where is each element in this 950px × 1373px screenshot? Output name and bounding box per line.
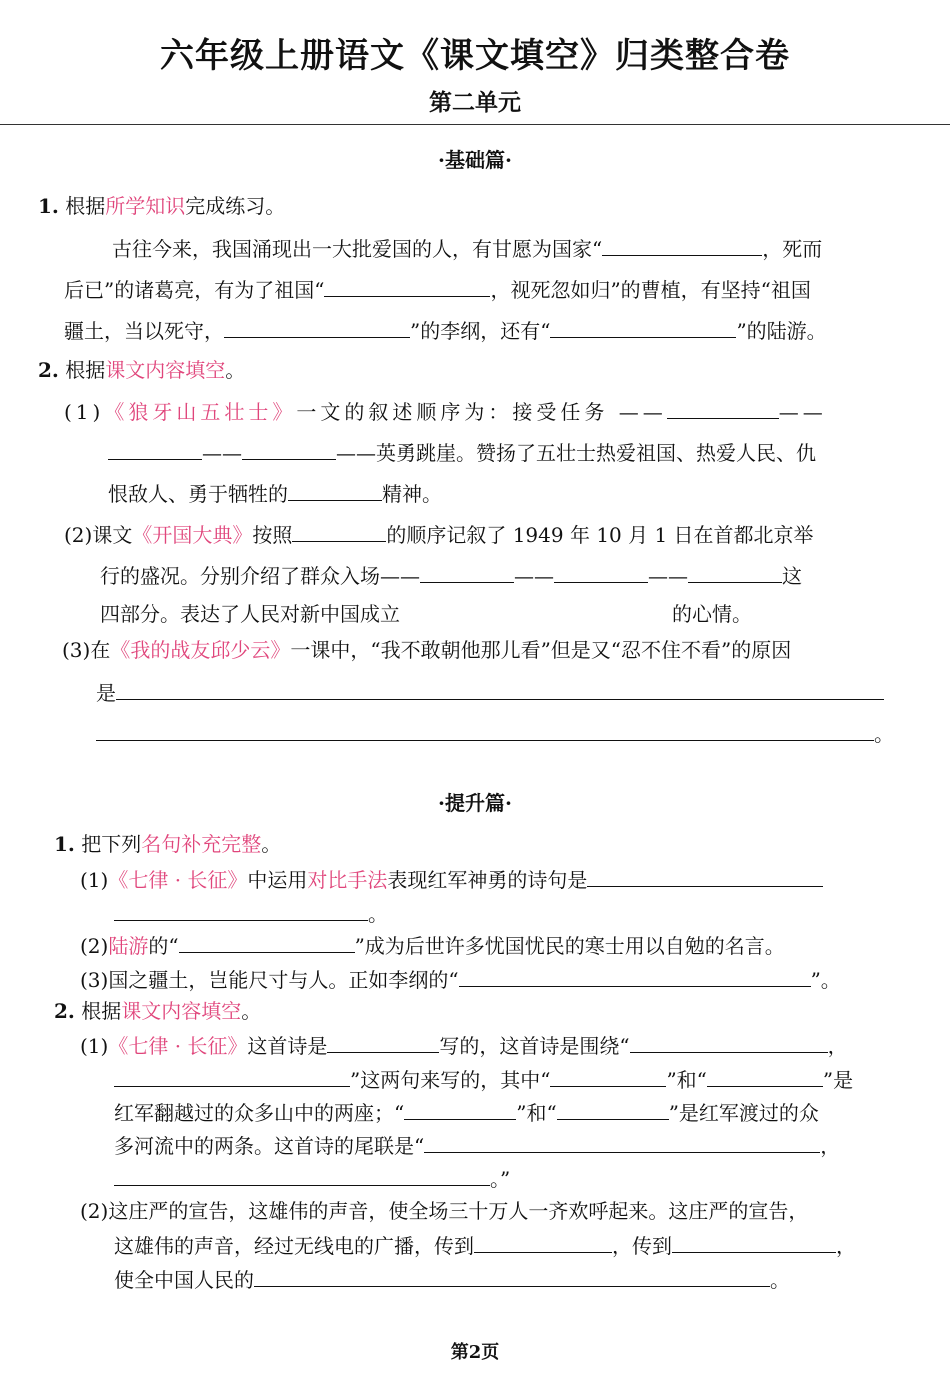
basic-q2-p1-line3	[108, 478, 442, 506]
text: ——	[648, 564, 688, 588]
prompt-text: 根据	[65, 358, 106, 382]
text: 一课中，“我不敢朝他那儿看”但是又“忍不住不看”的原因	[290, 638, 792, 662]
fill-blank[interactable]	[602, 233, 762, 256]
adv-q1-prompt	[54, 830, 281, 858]
text: 按照	[252, 523, 293, 547]
prompt-text: 完成练习。	[185, 194, 286, 218]
fill-blank[interactable]	[420, 560, 514, 583]
highlight-text: 所学知识	[105, 194, 186, 218]
highlight-text: 《七律 · 长征》	[108, 868, 248, 892]
fill-blank[interactable]	[688, 560, 782, 583]
sub-number: (3)	[80, 968, 109, 992]
text: 一文的叙述顺序为：接受任务 ——	[296, 400, 667, 424]
question-number: 1.	[38, 194, 59, 218]
highlight-text: 名句补充完整	[141, 832, 262, 856]
fill-blank[interactable]	[587, 864, 823, 887]
fill-blank[interactable]	[254, 1264, 770, 1287]
section-heading-advanced: ·提升篇·	[438, 791, 512, 815]
adv-q2-p1-line1	[80, 1030, 848, 1058]
fill-blank[interactable]	[327, 1030, 439, 1053]
fill-blank[interactable]	[557, 1097, 669, 1120]
adv-q1-p1-line1	[80, 864, 823, 892]
basic-q2-p3-line3	[96, 718, 894, 746]
text: ——	[778, 400, 827, 424]
fill-blank[interactable]	[474, 1230, 612, 1253]
text: 。	[874, 722, 894, 746]
adv-q2-p2-line3	[114, 1264, 790, 1292]
fill-blank[interactable]	[404, 1097, 516, 1120]
fill-blank[interactable]	[554, 560, 648, 583]
text: 四部分。表达了人民对新中国成立	[100, 602, 400, 626]
sub-number: (2)	[80, 934, 109, 958]
fill-blank[interactable]	[116, 677, 884, 700]
text: 古往今来，我国涌现出一大批爱国的人，有甘愿为国家“	[112, 237, 603, 261]
text: ”和“	[516, 1101, 557, 1125]
question-number: 2.	[38, 358, 59, 382]
text: ”是	[822, 1068, 854, 1092]
highlight-text: 课文内容填空	[105, 358, 226, 382]
text: 。	[368, 902, 388, 926]
sub-number: (1)	[64, 400, 105, 424]
adv-q2-p1-line2	[114, 1064, 853, 1092]
adv-q2-p1-line4	[114, 1130, 840, 1158]
text: ”的李纲，还有“	[410, 319, 551, 343]
fill-blank[interactable]	[242, 437, 336, 460]
text: 在	[90, 638, 111, 662]
prompt-text: 根据	[81, 999, 122, 1023]
text: ”这两句来写的，其中“	[350, 1068, 551, 1092]
fill-blank[interactable]	[288, 478, 382, 501]
prompt-text: 。	[225, 358, 246, 382]
text: 这雄伟的声音，经过无线电的广播，传到	[114, 1234, 474, 1258]
sub-number: (2)	[64, 523, 93, 547]
text: ，	[820, 1134, 841, 1158]
adv-q2-p1-line3	[114, 1097, 819, 1125]
basic-q1-prompt	[38, 192, 285, 220]
fill-blank[interactable]	[630, 1030, 828, 1053]
basic-q2-p3-line2	[96, 677, 884, 705]
fill-blank[interactable]	[179, 930, 355, 953]
text: ”是红军渡过的众	[668, 1101, 819, 1125]
text: 疆土，当以死守，	[64, 319, 224, 343]
fill-blank[interactable]	[108, 437, 202, 460]
fill-blank[interactable]	[707, 1064, 823, 1087]
page-number: 第2页	[450, 1342, 500, 1363]
fill-blank[interactable]	[292, 519, 386, 542]
text: ”的陆游。	[736, 319, 827, 343]
text: 这庄严的宣告，这雄伟的声音，使全场三十万人一齐欢呼起来。这庄严的宣告，	[108, 1199, 809, 1223]
text: 中运用	[247, 868, 308, 892]
text: 使全中国人民的	[114, 1268, 254, 1292]
prompt-text: 把下列	[81, 832, 142, 856]
fill-blank[interactable]	[550, 1064, 666, 1087]
fill-blank[interactable]	[114, 1163, 490, 1186]
text: 写的，这首诗是围绕“	[439, 1034, 630, 1058]
sub-number: (1)	[80, 868, 109, 892]
text: 多河流中的两条。这首诗的尾联是“	[114, 1134, 425, 1158]
adv-q2-p1-line5	[114, 1163, 510, 1191]
text: ”成为后世许多忧国忧民的寒士用以自勉的名言。	[354, 934, 785, 958]
fill-blank[interactable]	[224, 315, 410, 338]
prompt-text: 。	[261, 832, 282, 856]
text: 课文	[92, 523, 133, 547]
text: 是	[96, 681, 116, 705]
text: ，死而	[762, 237, 823, 261]
highlight-text: 《狼牙山五壮士》	[104, 400, 297, 424]
basic-q2-p3-line1	[62, 636, 791, 664]
highlight-text: 陆游	[108, 934, 149, 958]
fill-blank[interactable]	[424, 1130, 820, 1153]
fill-blank[interactable]	[114, 898, 368, 921]
text: ，视死忽如归”的曹植，有坚持“祖国	[490, 278, 811, 302]
fill-blank[interactable]	[672, 1230, 836, 1253]
text: ——英勇跳崖。赞扬了五壮士热爱祖国、热爱人民、仇	[336, 441, 816, 465]
page-title: 六年级上册语文《课文填空》归类整合卷	[160, 36, 790, 76]
basic-q1-line3	[64, 315, 827, 343]
fill-blank[interactable]	[459, 964, 811, 987]
adv-q1-p3	[80, 964, 841, 992]
fill-blank[interactable]	[550, 315, 736, 338]
adv-q2-p2-line1	[80, 1197, 808, 1225]
adv-q1-p2	[80, 930, 785, 958]
text: ——	[202, 441, 242, 465]
highlight-text: 对比手法	[307, 868, 388, 892]
text: ，	[827, 1034, 848, 1058]
text: ”。	[810, 968, 841, 992]
question-number: 1.	[54, 832, 75, 856]
question-number: 2.	[54, 999, 75, 1023]
highlight-text: 《我的战友邱少云》	[110, 638, 291, 662]
text: 。”	[490, 1167, 511, 1191]
text: 行的盛况。分别介绍了群众入场——	[100, 564, 420, 588]
basic-q2-p2-line3	[100, 600, 752, 628]
sub-number: (1)	[80, 1034, 109, 1058]
text: 的“	[148, 934, 179, 958]
fill-blank[interactable]	[114, 1064, 350, 1087]
text: 国之疆土，岂能尺寸与人。正如李纲的“	[108, 968, 459, 992]
basic-q1-line2	[64, 274, 811, 302]
text: 的心情。	[672, 602, 752, 626]
text: 。	[770, 1268, 790, 1292]
highlight-text: 《七律 · 长征》	[108, 1034, 248, 1058]
text: 恨敌人、勇于牺牲的	[108, 482, 288, 506]
text: 的顺序记叙了 1949 年 10 月 1 日在首都北京举	[386, 523, 814, 547]
basic-q2-p2-line1	[64, 519, 814, 547]
header-divider	[0, 124, 950, 125]
adv-q2-p2-line2	[114, 1230, 856, 1258]
basic-q1-line1	[112, 233, 822, 261]
basic-q2-p2-line2	[100, 560, 802, 588]
text: ，	[836, 1234, 856, 1258]
sub-number: (2)	[80, 1199, 109, 1223]
sub-number: (3)	[62, 638, 91, 662]
section-heading-basic: ·基础篇·	[438, 148, 512, 172]
text: ——	[514, 564, 554, 588]
adv-q1-p1-line2	[114, 898, 388, 926]
prompt-text: 根据	[65, 194, 106, 218]
highlight-text: 课文内容填空	[121, 999, 242, 1023]
text: ，传到	[612, 1234, 672, 1258]
prompt-text: 。	[241, 999, 262, 1023]
adv-q2-prompt	[54, 997, 261, 1025]
highlight-text: 《开国大典》	[132, 523, 253, 547]
text: 红军翻越过的众多山中的两座；“	[114, 1101, 405, 1125]
fill-blank[interactable]	[96, 718, 874, 741]
basic-q2-p1-line1	[64, 396, 827, 424]
text: ”和“	[666, 1068, 707, 1092]
text: 这首诗是	[247, 1034, 328, 1058]
text: 精神。	[382, 482, 442, 506]
text: 表现红军神勇的诗句是	[387, 868, 588, 892]
fill-blank[interactable]	[324, 274, 490, 297]
basic-q2-prompt	[38, 356, 245, 384]
text: 这	[782, 564, 802, 588]
basic-q2-p1-line2	[108, 437, 816, 465]
fill-blank[interactable]	[667, 396, 779, 419]
unit-subtitle: 第二单元	[429, 90, 521, 116]
text: 后已”的诸葛亮，有为了祖国“	[64, 278, 325, 302]
